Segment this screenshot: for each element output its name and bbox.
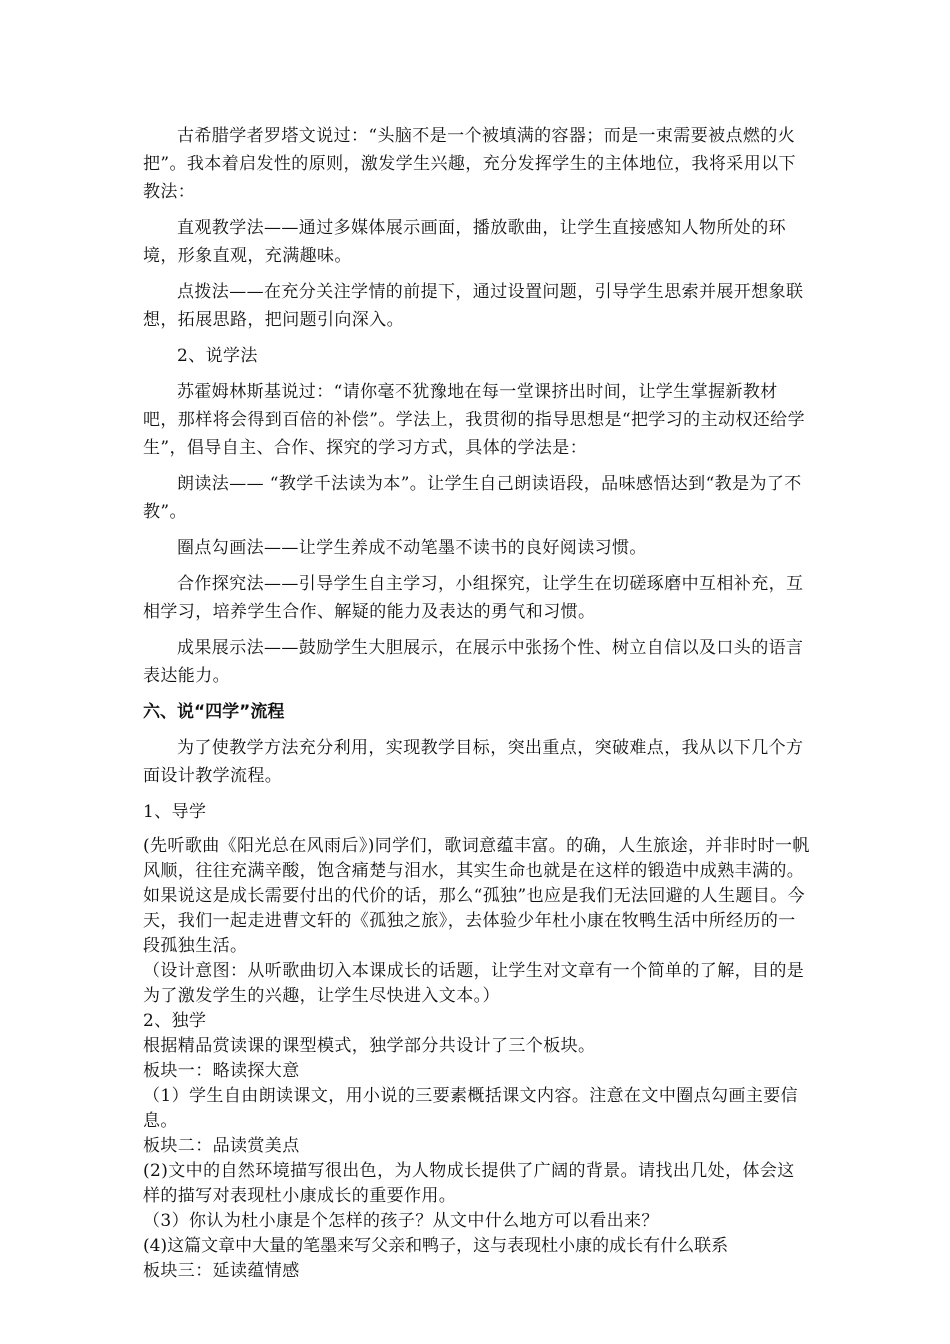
paragraph-reading-method: 朗读法—— “教学千法读为本”。让学生自己朗读语段，品味感悟达到“教是为了不教”。 [143, 474, 802, 522]
paragraph-independent-intro: 根据精品赏读课的课型模式，独学部分共设计了三个板块。 [143, 1036, 596, 1056]
paragraph-guided-learning: (先听歌曲《阳光总在风雨后》)同学们，歌词意蕴丰富。的确，人生旅途，并非时时一帆风顺，往往充满辛酸，饱含痛楚与泪水，其实生命也就是在这样的锻造中成熟丰满的。如果说这是成长需要付出的代价的话，那么“孤独”也应是我们无法回避的人生题目。今天，我们一起走进曹文轩的《孤独之旅》，去体验少年杜小康在牧鸭生活中所经历的一段孤独生活。 [143, 836, 810, 956]
block-three-title: 板块三：延读蕴情感 [143, 1261, 300, 1281]
paragraph-cooperative-method: 合作探究法——引导学生自主学习，小组探究，让学生在切磋琢磨中互相补充，互相学习，培养学生合作、解疑的能力及表达的勇气和习惯。 [143, 574, 804, 622]
question-4: (4)这篇文章中大量的笔墨来写父亲和鸭子，这与表现杜小康的成长有什么联系 [143, 1236, 729, 1256]
section-independent-learning: 2、独学 [143, 1011, 207, 1031]
section-learning-method: 2、说学法 [177, 346, 258, 366]
paragraph-design-intent: （设计意图：从听歌曲切入本课成长的话题，让学生对文章有一个简单的了解，目的是为了激发学生的兴趣，让学生尽快进入文本。） [143, 961, 805, 1006]
paragraph-intuitive-method: 直观教学法——通过多媒体展示画面，播放歌曲，让学生直接感知人物所处的环境，形象直观，充满趣味。 [143, 218, 786, 266]
paragraph-annotation-method: 圈点勾画法——让学生养成不动笔墨不读书的良好阅读习惯。 [177, 538, 647, 558]
paragraph-guidance-method: 点拨法——在充分关注学情的前提下，通过设置问题，引导学生思索并展开想象联想，拓展思路，把问题引向深入。 [143, 282, 804, 330]
paragraph-showcase-method: 成果展示法——鼓励学生大胆展示，在展示中张扬个性、树立自信以及口头的语言表达能力。 [143, 638, 804, 686]
section-guided-learning: 1、导学 [143, 802, 207, 822]
paragraph-learning-intro: 苏霍姆林斯基说过：“请你毫不犹豫地在每一堂课挤出时间，让学生掌握新教材吧，那样将会得到百倍的补偿”。学法上，我贯彻的指导思想是“把学习的主动权还给学生”，倡导自主、合作、探究的学习方式，具体的学法是： [143, 382, 805, 458]
paragraph-flow-intro: 为了使教学方法充分利用，实现教学目标，突出重点，突破难点，我从以下几个方面设计教学流程。 [143, 738, 804, 786]
question-3: （3）你认为杜小康是个怎样的孩子？从文中什么地方可以看出来？ [143, 1211, 659, 1231]
section-heading-four-steps: 六、说“四学”流程 [143, 702, 285, 722]
document-page [143, 0, 811, 1284]
paragraph-teaching-intro: 古希腊学者罗塔文说过：“头脑不是一个被填满的容器；而是一束需要被点燃的火把”。我本着启发性的原则，激发学生兴趣，充分发挥学生的主体地位，我将采用以下教法： [143, 126, 796, 202]
block-two-title: 板块二：品读赏美点 [143, 1136, 300, 1156]
question-2: (2)文中的自然环境描写很出色，为人物成长提供了广阔的背景。请找出几处，体会这样的描写对表现杜小康成长的重要作用。 [143, 1161, 795, 1206]
question-1: （1）学生自由朗读课文，用小说的三要素概括课文内容。注意在文中圈点勾画主要信息。 [143, 1086, 799, 1131]
block-one-title: 板块一：略读探大意 [143, 1061, 300, 1081]
